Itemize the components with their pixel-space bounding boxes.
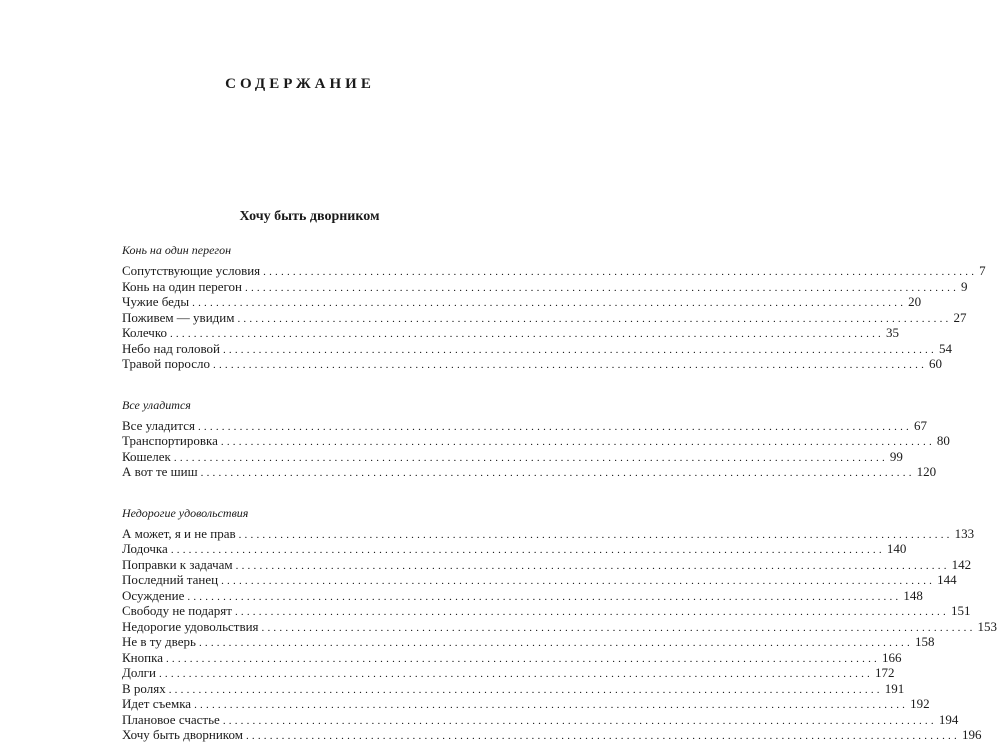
entry-title: Кнопка [122,649,163,665]
section-title: Все уладится [122,397,191,412]
entry-title: Лодочка [122,541,168,556]
toc-entry [122,696,930,713]
toc-entry [122,448,903,466]
entry-title: А вот те шиш [122,464,198,479]
entry-title: Осуждение [122,587,185,603]
toc-entry [122,572,957,589]
leader-dots: ........................................................................................................................ [168,683,883,696]
leader-dots: ........................................................................................................................ [221,575,936,587]
entry-page: 192 [910,696,930,711]
entry-page: 140 [886,541,907,556]
entry-title: В ролях [122,680,166,696]
entry-title: Свободу не подарят [122,603,232,618]
toc-entry [122,263,986,280]
leader-dots: ........................................................................................................................ [170,544,885,556]
toc-entry [122,634,935,651]
entry-page: 158 [914,634,935,649]
leader-dots: ........................................................................................................................ [245,730,960,742]
entry-page: 7 [979,263,986,278]
leader-dots: ........................................................................................................................ [238,528,953,541]
leader-dots: ........................................................................................................................ [187,590,902,603]
leader-dots: ........................................................................................................................ [165,652,880,665]
entry-page: 191 [884,680,905,696]
leader-dots: ........................................................................................................................ [198,637,913,649]
entry-title: Поживем — увидим [122,309,235,325]
entry-page: 133 [954,525,975,541]
leader-dots: ........................................................................................................................ [197,420,912,433]
leader-dots: ........................................................................................................................ [213,359,928,371]
toc-entry [122,665,895,682]
section-nedorogie-udovolstviya [122,505,997,744]
toc-entry [122,603,971,620]
toc-entry [122,340,952,358]
entry-page: 144 [937,572,957,587]
entry-page: 60 [929,356,943,371]
toc-entry [122,433,950,450]
leader-dots: ........................................................................................................................ [192,297,907,309]
entry-page: 67 [913,417,927,433]
leader-dots: ........................................................................................................................ [200,467,915,479]
section-vse-uladitsya [122,397,950,481]
entry-title: Идет съемка [122,696,192,711]
toc-entry [122,680,905,698]
entry-page: 54 [938,340,952,356]
entry-title: Транспортировка [122,433,218,448]
entry-title: Сопутствующие условия [122,263,261,278]
entry-title: Небо над головой [122,340,220,356]
entry-page: 153 [977,618,997,634]
toc-entry [122,525,975,543]
toc-entry [122,618,997,636]
entry-title: Чужие беды [122,294,190,309]
leader-dots: ........................................................................................................................ [220,436,935,448]
book-title: Хочу быть дворником [239,209,380,224]
entry-title: Поправки к задачам [122,556,233,572]
toc-entry [122,325,899,342]
leader-dots: ........................................................................................................................ [222,714,937,727]
toc-entry [122,556,972,574]
entry-title: Конь на один перегон [122,278,243,294]
toc-entry [122,309,967,327]
entry-page: 9 [961,278,968,294]
toc-entry [122,541,907,558]
leader-dots: ........................................................................................................................ [245,281,960,294]
entry-title: Недорогие удовольствия [122,618,259,634]
entry-title: А может, я и не прав [122,525,236,541]
entry-title: Все уладится [122,417,195,433]
entry-title: Последний танец [122,572,219,587]
entry-page: 20 [908,294,922,309]
leader-dots: ........................................................................................................................ [234,606,949,618]
entry-page: 99 [889,448,903,464]
toc-entry [122,464,937,481]
toc-entry [122,356,943,373]
entry-page: 194 [938,711,959,727]
entry-title: Хочу быть дворником [122,727,243,742]
entry-page: 27 [953,309,967,325]
entry-page: 120 [916,464,937,479]
toc-entry [122,649,902,667]
entry-page: 151 [950,603,971,618]
table-of-contents [122,208,997,744]
toc-entry [122,727,982,744]
toc-entry [122,711,959,729]
entry-title: Плановое счастье [122,711,220,727]
leader-dots: ........................................................................................................................ [173,451,888,464]
entry-title: Не в ту дверь [122,634,196,649]
entry-title: Долги [122,665,156,680]
section-title: Недорогие удовольствия [122,505,249,520]
entry-title: Травой поросло [122,356,211,371]
section-kon-na-odin-peregon [122,242,986,373]
entry-page: 196 [961,727,982,742]
entry-page: 148 [903,587,923,603]
entry-page: 80 [936,433,950,448]
leader-dots: ........................................................................................................................ [235,559,950,572]
leader-dots: ........................................................................................................................ [194,699,909,711]
entry-title: Колечко [122,325,167,340]
toc-entry [122,417,927,435]
leader-dots: ........................................................................................................................ [237,312,952,325]
entry-title: Кошелек [122,448,171,464]
section-title: Конь на один перегон [122,243,232,257]
entry-page: 142 [951,556,972,572]
page-title: СОДЕРЖАНИЕ [225,76,375,92]
entry-page: 166 [881,649,902,665]
leader-dots: ........................................................................................................................ [158,668,873,680]
entry-page: 35 [885,325,899,340]
leader-dots: ........................................................................................................................ [261,621,976,634]
toc-entry [122,587,923,605]
entry-page: 172 [874,665,895,680]
leader-dots: ........................................................................................................................ [263,266,978,278]
leader-dots: ........................................................................................................................ [169,328,884,340]
toc-entry [122,278,968,296]
leader-dots: ........................................................................................................................ [222,343,937,356]
toc-entry [122,294,922,311]
